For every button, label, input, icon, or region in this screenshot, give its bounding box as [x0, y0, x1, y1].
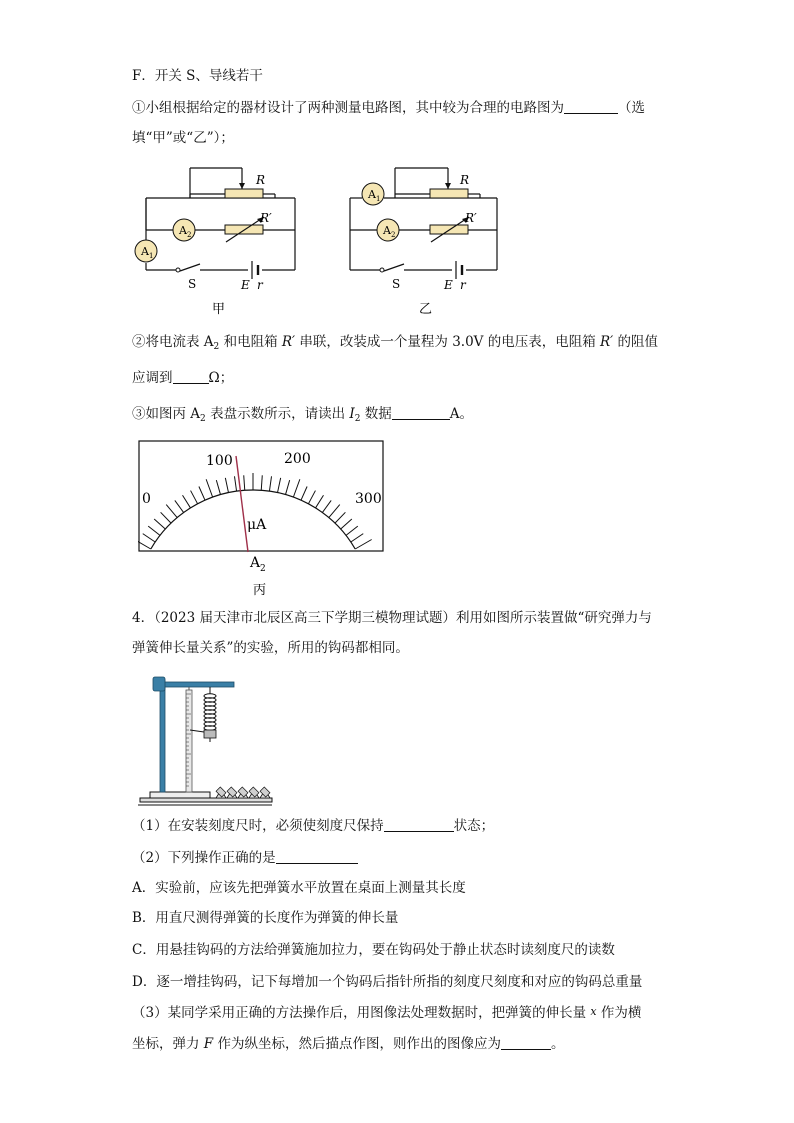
- problem-4-line-1: 4．（2023 届天津市北辰区高三下学期三模物理试题）利用如图所示装置做“研究弹力与: [132, 610, 652, 626]
- stand-foot: [150, 792, 210, 798]
- q3-text-1: ③如图丙 A: [132, 406, 201, 422]
- label-s-yi: S: [392, 277, 401, 291]
- question-2-line-1: [132, 332, 658, 357]
- meter-tick-0: 0: [142, 491, 151, 507]
- option-a: A．实验前，应该先把弹簧水平放置在桌面上测量其长度: [132, 880, 466, 896]
- sub-question-2: [132, 848, 358, 868]
- label-a1-yi: A: [368, 188, 376, 201]
- option-b: B．用直尺测得弹簧的长度作为弹簧的伸长量: [132, 910, 399, 926]
- label-a2-jia: A: [179, 224, 187, 237]
- switch-pivot: [176, 268, 180, 272]
- s3-text-4: 作为纵坐标，然后描点作图，则作出的图像应为: [213, 1036, 501, 1052]
- q3-symbol-i: I: [349, 406, 355, 422]
- label-r-internal-jia: r: [257, 278, 263, 292]
- q2-text-1: ②将电流表 A: [132, 334, 214, 350]
- q3-sub-2: 2: [200, 414, 206, 424]
- q2-sub-2: 2: [213, 342, 220, 352]
- s3-text-1: （3）某同学采用正确的方法操作后，用图像法处理数据时，把弹簧的伸长量: [132, 1005, 591, 1021]
- spring-apparatus: [138, 672, 278, 812]
- problem-4-line-2: 弹簧伸长量关系”的实验，所用的钩码都相同。: [132, 640, 409, 656]
- q2-symbol-rprime-1: R′: [281, 334, 296, 350]
- label-s-jia: S: [188, 277, 197, 291]
- label-r-internal-yi: r: [460, 278, 466, 292]
- s2-text: （2）下列操作正确的是: [132, 850, 276, 866]
- q3-sub-i2: 2: [354, 414, 361, 424]
- meter-label-a: A: [250, 555, 261, 571]
- question-1-line-2: 填“甲”或“乙”）；: [132, 130, 234, 146]
- sub-question-1: [132, 816, 494, 836]
- answer-blank-3[interactable]: [392, 405, 450, 420]
- q3-text-end: A。: [449, 406, 473, 422]
- item-f: F．开关 S、导线若干: [132, 68, 263, 84]
- question-1-text-end: （选: [618, 100, 645, 116]
- label-a2-yi-sub: 2: [391, 231, 396, 239]
- s3-text-2: 作为横: [596, 1005, 642, 1021]
- s3-text-end: 。: [550, 1036, 565, 1052]
- caption-bing: 丙: [253, 583, 267, 598]
- meter-tick-100: 100: [206, 453, 233, 469]
- label-a2-jia-sub: 2: [187, 231, 192, 239]
- q2-text-3: 串联，改装成一个量程为 3.0V 的电压表，电阻箱: [295, 334, 600, 350]
- q2-text-2: 和电阻箱: [219, 334, 282, 350]
- label-a1-yi-sub: 1: [376, 195, 381, 203]
- label-rprime-yi: R′: [465, 211, 477, 225]
- s1-text-end: 状态；: [453, 818, 495, 834]
- hook-weight: [204, 730, 216, 738]
- question-3-line: [132, 404, 473, 429]
- sub-question-3-line-1: [132, 1002, 641, 1023]
- s3-symbol-f: F: [203, 1036, 214, 1052]
- s1-text: （1）在安装刻度尺时，必须使刻度尺保持: [132, 818, 384, 834]
- caption-yi: 乙: [419, 302, 433, 317]
- q3-text-2: 表盘示数所示，请读出: [205, 406, 350, 422]
- stand-arm: [156, 682, 234, 687]
- s3-symbol-x: x: [590, 1005, 597, 1018]
- label-rprime-jia: R′: [260, 211, 272, 225]
- meter-tick-300: 300: [355, 491, 382, 507]
- loose-weights: [216, 787, 270, 798]
- label-a1-jia-sub: 1: [149, 252, 154, 260]
- switch-pivot-yi: [380, 268, 384, 272]
- resistor-r-jia: [225, 189, 263, 198]
- ruler: [186, 690, 192, 792]
- label-r-jia: R: [256, 173, 266, 187]
- q2-text-end: Ω；: [208, 370, 234, 386]
- s3-text-3: 坐标，弹力: [132, 1036, 204, 1052]
- circuit-jia: [146, 168, 295, 279]
- clamp: [153, 677, 165, 691]
- q2-symbol-rprime-2: R′: [600, 334, 614, 350]
- answer-blank-6[interactable]: [501, 1035, 551, 1050]
- base-plate: [140, 798, 272, 802]
- option-d: D．逐一增挂钩码，记下每增加一个钩码后指针所指的刻度尺刻度和对应的钩码总重量: [132, 974, 643, 990]
- sub-question-3-line-2: [132, 1034, 564, 1054]
- stand-rod: [160, 680, 165, 792]
- q3-text-3: 数据: [360, 406, 392, 422]
- spring: [204, 694, 216, 730]
- label-a1-jia: A: [141, 245, 149, 258]
- resistor-r-yi: [430, 189, 468, 198]
- caption-jia: 甲: [212, 302, 226, 317]
- question-2-line-2: [132, 368, 233, 388]
- answer-blank-1[interactable]: [564, 99, 618, 114]
- meter-figure: [138, 440, 388, 605]
- question-1-line-1: [132, 98, 645, 118]
- meter-unit: μA: [247, 517, 267, 533]
- label-r-yi: R: [460, 173, 470, 187]
- answer-blank-5[interactable]: [276, 849, 358, 864]
- q2-text-4: 的阻值: [613, 334, 659, 350]
- q2-text-5: 应调到: [132, 370, 173, 386]
- label-e-jia: E: [241, 278, 250, 292]
- meter-label-sub: 2: [260, 564, 266, 574]
- circuit-diagrams: [130, 160, 530, 320]
- option-c: C．用悬挂钩码的方法给弹簧施加拉力，要在钩码处于静止状态时读刻度尺的读数: [132, 942, 615, 958]
- answer-blank-4[interactable]: [384, 817, 454, 832]
- answer-blank-2[interactable]: [173, 369, 209, 384]
- label-e-yi: E: [444, 278, 453, 292]
- label-a2-yi: A: [383, 224, 391, 237]
- meter-tick-200: 200: [284, 451, 311, 467]
- question-1-text: ①小组根据给定的器材设计了两种测量电路图，其中较为合理的电路图为: [132, 100, 564, 116]
